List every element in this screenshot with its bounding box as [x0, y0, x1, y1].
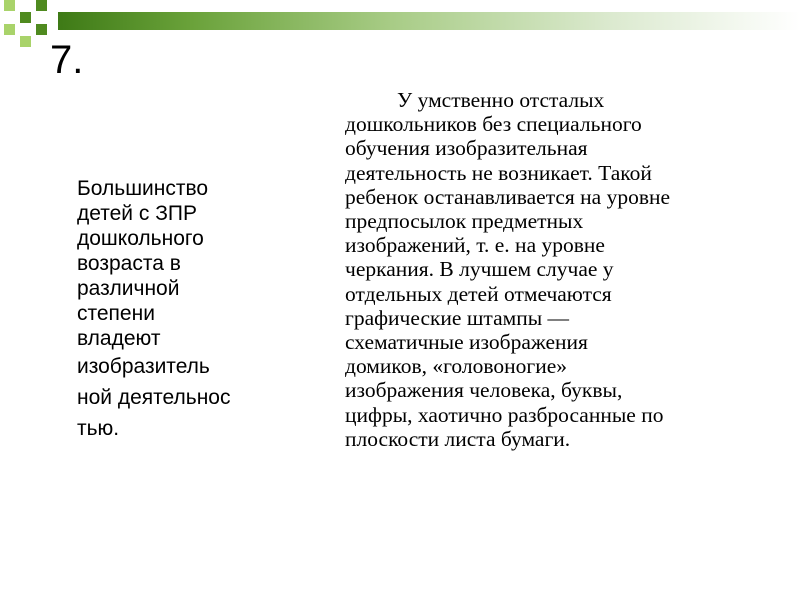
- left-text-line: дошкольного: [77, 227, 204, 250]
- right-text-line: предпосылок предметных: [345, 209, 584, 234]
- left-text-line: тью.: [77, 417, 120, 440]
- right-text-line: ребенок останавливается на уровне: [345, 184, 671, 209]
- left-text-line: детей с ЗПР: [77, 202, 197, 225]
- right-text-line: цифры, хаотично разбросанные по: [345, 402, 664, 427]
- decor-square: [36, 0, 47, 11]
- right-text-line: деятельность не возникает. Такой: [345, 160, 652, 185]
- right-text-line: домиков, «головоногие»: [345, 354, 568, 379]
- decor-square: [20, 12, 31, 23]
- right-text-line: графические штампы —: [345, 305, 570, 330]
- decor-square: [4, 24, 15, 35]
- right-text-line: отдельных детей отмечаются: [345, 281, 612, 306]
- right-text-line: дошкольников без специального: [345, 112, 642, 137]
- right-text-line: обучения изобразительная: [345, 136, 588, 161]
- left-text-line: изобразитель: [77, 355, 210, 378]
- right-text-line: схематичные изображения: [345, 330, 588, 355]
- left-text-line: владеют: [77, 327, 161, 350]
- right-text-line: изображения человека, буквы,: [345, 378, 623, 403]
- right-text-line: изображений, т. е. на уровне: [345, 233, 605, 258]
- right-text-line: черкания. В лучшем случае у: [345, 257, 614, 282]
- header-gradient-bar: [58, 12, 800, 30]
- right-text-line: У умственно отсталых: [397, 88, 605, 112]
- left-text-line: различной: [77, 277, 180, 300]
- slide-number: 7.: [50, 38, 84, 82]
- left-text-line: ной деятельнос: [77, 386, 231, 409]
- decor-square: [36, 24, 47, 35]
- left-text-line: степени: [77, 302, 155, 325]
- decor-square: [4, 0, 15, 11]
- decor-square: [20, 36, 31, 47]
- left-text-line: Большинство: [77, 177, 209, 200]
- right-text-line: плоскости листа бумаги.: [345, 426, 571, 451]
- left-text-block: [77, 176, 277, 444]
- right-text-block: [345, 88, 765, 451]
- left-text-line: возраста в: [77, 252, 181, 275]
